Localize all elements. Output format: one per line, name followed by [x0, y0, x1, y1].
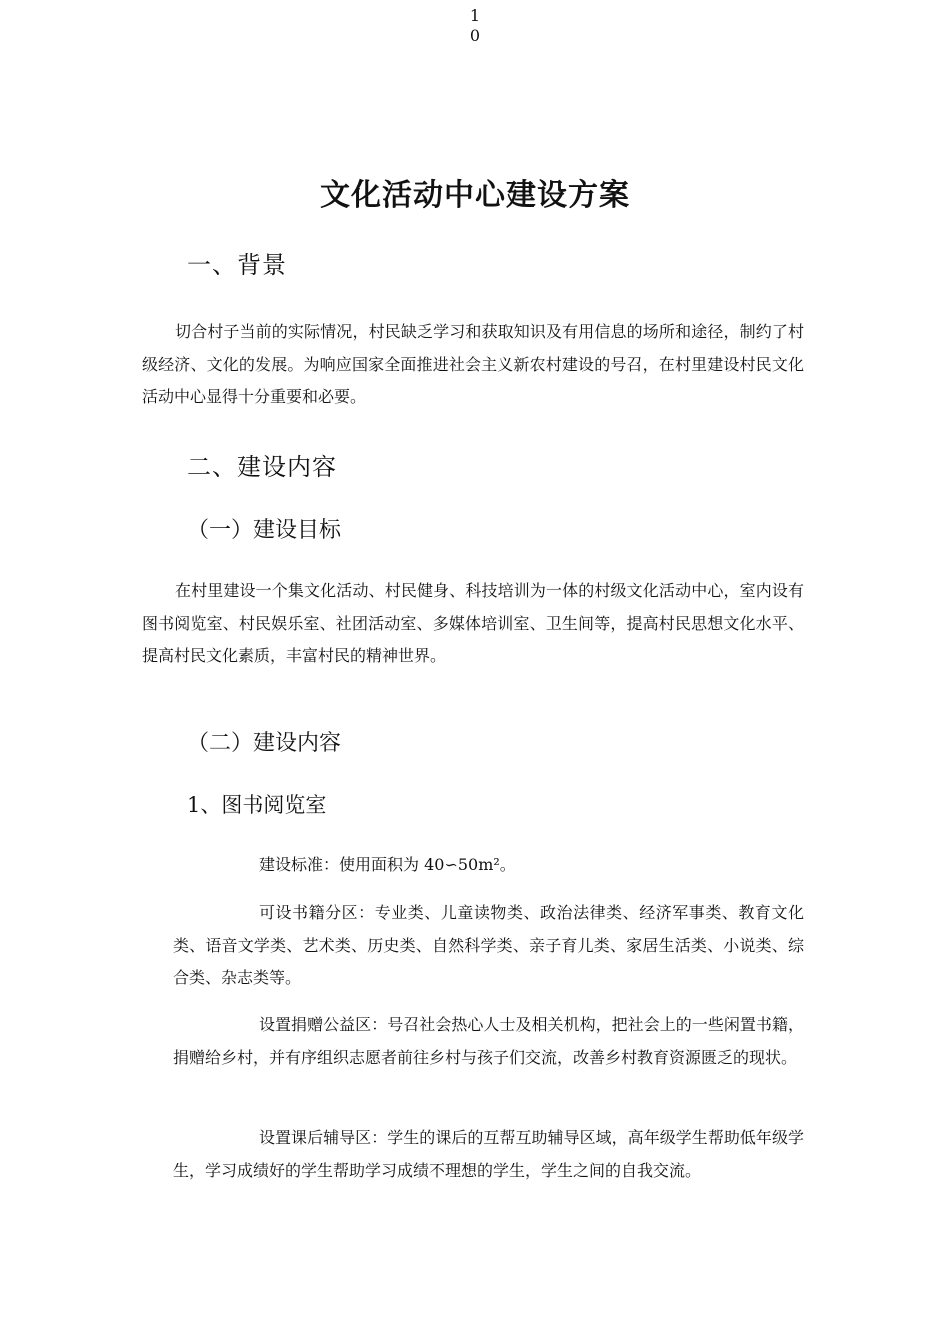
- heading-background: 一、背景: [187, 251, 287, 279]
- document-title: 文化活动中心建设方案: [320, 178, 630, 213]
- paragraph-goal: 在村里建设一个集文化活动、村民健身、科技培训为一体的村级文化活动中心，室内设有图书阅览室、村民娱乐室、社团活动室、多媒体培训室、卫生间等，提高村民思想文化水平、提高村民文化素质，丰富村民的精神世界。: [142, 581, 804, 665]
- page-number: [465, 6, 485, 46]
- paragraph-library-donation: 设置捐赠公益区：号召社会热心人士及相关机构，把社会上的一些闲置书籍，捐赠给乡村，并有序组织志愿者前往乡村与孩子们交流，改善乡村教育资源匮乏的现状。: [173, 1015, 804, 1067]
- page-number-digit-1: 1: [469, 6, 481, 25]
- heading-goal: （一）建设目标: [187, 518, 342, 543]
- paragraph-background: 切合村子当前的实际情况，村民缺乏学习和获取知识及有用信息的场所和途径，制约了村级经济、文化的发展。为响应国家全面推进社会主义新农村建设的号召，在村里建设村民文化活动中心显得十分重要和必要。: [142, 322, 804, 406]
- page-number-digit-2: 0: [469, 26, 481, 45]
- paragraph-library-zones: 可设书籍分区：专业类、儿童读物类、政治法律类、经济军事类、教育文化类、语音文学类、艺术类、历史类、自然科学类、亲子育儿类、家居生活类、小说类、综合类、杂志类等。: [173, 903, 804, 987]
- heading-content: （二）建设内容: [187, 731, 342, 756]
- heading-construction: 二、建设内容: [187, 453, 337, 481]
- heading-library: 1、图书阅览室: [187, 793, 327, 817]
- paragraph-library-standard: 建设标准：使用面积为 40∽50m²。: [259, 855, 516, 874]
- paragraph-library-tutoring: 设置课后辅导区：学生的课后的互帮互助辅导区域，高年级学生帮助低年级学生，学习成绩好的学生帮助学习成绩不理想的学生，学生之间的自我交流。: [173, 1128, 804, 1180]
